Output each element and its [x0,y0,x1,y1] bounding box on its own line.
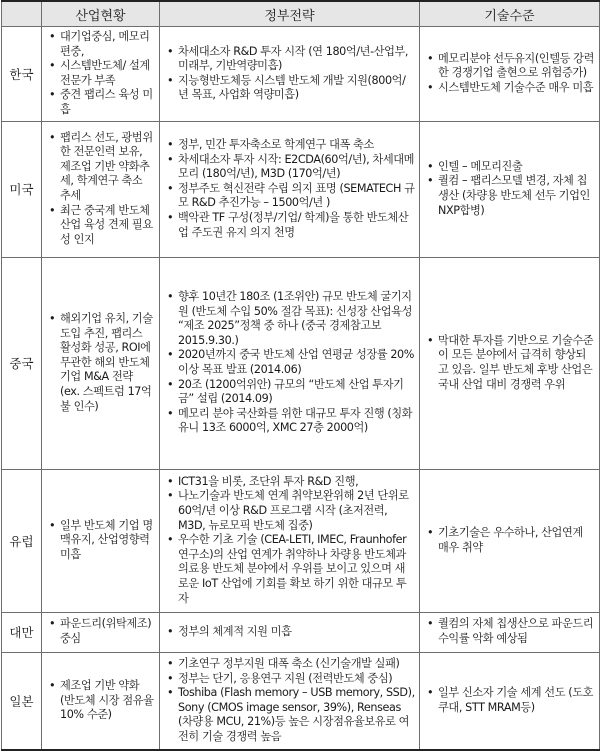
industry-cell [42,257,160,469]
industry-cell [42,121,160,257]
industry-list [47,312,155,414]
tech-list [425,526,595,555]
tech-list [425,160,595,218]
list-item: • 정부의 체계적 지원 미흡 [165,625,415,640]
tech-list [425,617,595,646]
strategy-list [165,290,415,436]
tech-cell [420,257,600,469]
industry-list [47,519,155,563]
industry-cell [42,612,160,652]
industry-list [47,30,155,118]
country-cell: 일본 [2,652,42,750]
list-item: • 시스템반도체 기술수준 매우 미흡 [425,81,595,96]
list-item: • 막대한 투자를 기반으로 기술수준이 모든 분야에서 급격히 향상되고 있음. 일부 반도체 후방 산업은 국내 산업 대비 경쟁력 우위 [425,334,595,392]
list-item: • 최근 중국계 반도체 산업 육성 견제 필요성 인지 [47,204,155,248]
strategy-cell [160,257,420,469]
strategy-cell [160,121,420,257]
table-row [2,27,600,122]
list-item: • 중견 팹리스 육성 미흡 [47,88,155,117]
country-cell: 대만 [2,612,42,652]
table-row [2,257,600,469]
list-item: • 해외기업 유치, 기술도입 추진, 팹리스 활성화 성공, ROI에 무관한 해외 반도체 기업 M&A 전략 (ex. 스펙트럼 17억불 인수) [47,312,155,414]
list-item: • ICT31을 비롯, 조단위 투자 R&D 진행, [165,475,415,490]
industry-list [47,131,155,248]
tech-list [425,334,595,392]
strategy-cell [160,652,420,750]
strategy-list [165,138,415,240]
list-item: • 퀄컴의 자체 칩생산으로 파운드리 수익률 악화 예상됨 [425,617,595,646]
list-item: • 팹리스 선도, 광범위한 전문인력 보유, 제조업 기반 약화추세, 학계연구 축소 추세 [47,131,155,204]
list-item: • 지능형반도체등 시스템 반도체 개발 지원(800억/년 목표, 사업화 역량미흡) [165,74,415,103]
list-item: • 일부 반도체 기업 명맥유지, 산업영향력 미흡 [47,519,155,563]
industry-cell [42,469,160,612]
tech-cell [420,612,600,652]
list-item: • 백악관 TF 구성(정부/기업/ 학계)을 통한 반도체산업 주도권 유지 의지 천명 [165,211,415,240]
list-item: • 정부주도 혁신전략 수립 의지 표명 (SEMATECH 규모 R&D 추진가능 – 1500억/년 ) [165,182,415,211]
header-tech: 기술수준 [420,1,600,27]
list-item: • 나노기술과 반도체 연계 취약보완위해 2년 단위로 60억/년 이상 R&D 프로그램 시작 (초저전력, M3D, 뉴로모픽 반도체 집중) [165,489,415,533]
list-item: • 인텔 – 메모리진출 [425,160,595,175]
tech-cell [420,652,600,750]
list-item: • 제조업 기반 약화 (반도체 시장 점유율 10% 수준) [47,679,155,723]
header-country [2,1,42,27]
strategy-cell [160,469,420,612]
strategy-list [165,45,415,103]
table-row [2,121,600,257]
country-cell: 중국 [2,257,42,469]
table-row [2,612,600,652]
list-item: • 정부, 민간 투자축소로 학계연구 대폭 축소 [165,138,415,153]
strategy-cell [160,612,420,652]
list-item: • 기초연구 정부지원 대폭 축소 (신기술개발 실패) [165,657,415,672]
list-item: • 차세대소자 R&D 투자 시작 (연 180억/년-산업부, 미래부, 기반역량미흡) [165,45,415,74]
list-item: • 퀄컴 – 팹리스모델 변경, 자체 칩생산 (차량용 반도체 선두 기업인 NXP합병) [425,174,595,218]
strategy-list [165,475,415,606]
list-item: • 정부는 단기, 응용연구 지원 (전력반도체 중심) [165,672,415,687]
list-item: • Toshiba (Flash memory – USB memory, SSD), Sony (CMOS image sensor, 39%), Renseas (차량용 MCU, 21%)등 높은 시장점유율보유로 여전히 기술 경쟁력 높음 [165,686,415,744]
strategy-cell [160,27,420,122]
list-item: • 메모리분야 선두유지(인텔등 강력한 경쟁기업 출현으로 위험증가) [425,52,595,81]
table-row [2,652,600,750]
list-item: • 우수한 기초 기술 (CEA-LETI, IMEC, Fraunhofer 연구소)의 산업 연계가 취약하나 차량용 반도체과 의료용 반도체 분야에서 우위를 보이고 있으며 새로운 IoT 산업에 기회를 확보 하기 위한 대규모 투자 [165,533,415,606]
list-item: • 시스템반도체/ 설계전문가 부족 [47,59,155,88]
country-cell: 미국 [2,121,42,257]
list-item: • 20조 (1200억위안) 규모의 “반도체 산업 투자기금” 설립 (2014.09) [165,378,415,407]
list-item: • 메모리 분야 국산화를 위한 대규모 투자 진행 (칭화 유니 13조 6000억, XMC 27층 2000억) [165,407,415,436]
list-item: • 2020년까지 중국 반도체 산업 연평균 성장률 20% 이상 목표 발표 (2014.06) [165,348,415,377]
table-row [2,469,600,612]
header-row [2,1,600,27]
industry-cell [42,652,160,750]
header-strategy: 정부전략 [160,1,420,27]
header-industry: 산업현황 [42,1,160,27]
industry-cell [42,27,160,122]
strategy-list [165,625,415,640]
list-item: • 차세대소자 투자 시작: E2CDA(60억/년), 차세대메모리 (180억/년), M3D (170억/년) [165,153,415,182]
list-item: • 일부 신소자 기술 세계 선도 (도호쿠대, STT MRAM등) [425,686,595,715]
industry-list [47,679,155,723]
comparison-table [1,0,600,751]
list-item: • 대기업중심, 메모리 편중, [47,30,155,59]
tech-list [425,52,595,96]
strategy-list [165,657,415,745]
list-item: • 기초기술은 우수하나, 산업연계 매우 취약 [425,526,595,555]
country-cell: 유럽 [2,469,42,612]
tech-cell [420,469,600,612]
tech-cell [420,27,600,122]
list-item: • 파운드리(위탁제조) 중심 [47,617,155,646]
tech-list [425,686,595,715]
industry-list [47,617,155,646]
list-item: • 향후 10년간 180조 (1조위안) 규모 반도체 굴기지원 (반도체 수입 50% 절감 목표): 신성장 산업육성 “제조 2025”정책 중 하나 (중국 경제참고보 2015.9.30.) [165,290,415,348]
country-cell: 한국 [2,27,42,122]
tech-cell [420,121,600,257]
